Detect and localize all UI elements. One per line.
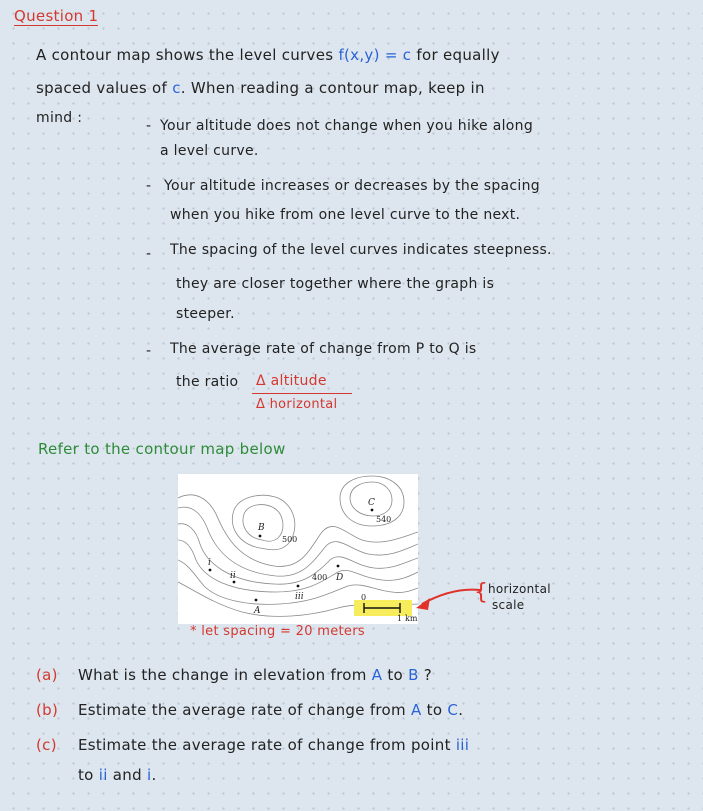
question-c-point-ii: ii bbox=[98, 766, 108, 784]
question-b bbox=[78, 701, 463, 719]
level-curve-function: f(x,y) = c bbox=[338, 46, 412, 64]
constant-c: c bbox=[172, 79, 181, 97]
question-a-to: to bbox=[387, 666, 404, 684]
question-b-text: Estimate the average rate of change from bbox=[78, 701, 406, 719]
point-d-dot bbox=[337, 565, 340, 568]
bullet-4-line-2: the ratio bbox=[176, 374, 239, 390]
bullet-dash: - bbox=[146, 118, 152, 134]
question-b-label: (b) bbox=[36, 701, 59, 719]
refer-instruction: Refer to the contour map below bbox=[38, 440, 286, 458]
bullet-1-line-2: a level curve. bbox=[160, 143, 259, 159]
contour-map bbox=[178, 474, 418, 624]
intro-line-2 bbox=[36, 79, 485, 97]
bullet-dash: - bbox=[146, 178, 152, 194]
contour-map-figure bbox=[178, 474, 418, 624]
question-c-text: Estimate the average rate of change from point bbox=[78, 736, 451, 754]
question-c-to: to bbox=[78, 766, 94, 784]
scale-zero: 0 bbox=[361, 593, 367, 602]
ratio-denominator: Δ horizontal bbox=[256, 397, 338, 412]
horizontal-scale-label-1: horizontal bbox=[488, 582, 551, 596]
bullet-4-text: is bbox=[464, 341, 477, 357]
question-title: Question 1 bbox=[14, 7, 99, 25]
label-c: C bbox=[368, 498, 375, 508]
intro-text: for equally bbox=[416, 46, 500, 64]
label-iii: iii bbox=[295, 592, 304, 602]
bullet-4-text: to bbox=[429, 341, 444, 357]
point-p: P bbox=[415, 341, 425, 357]
question-a bbox=[78, 666, 432, 684]
question-a-point-b: B bbox=[408, 666, 419, 684]
intro-text: spaced values of bbox=[36, 79, 168, 97]
bullet-3-line-1: The spacing of the level curves indicates steepness. bbox=[170, 242, 552, 258]
horizontal-scale-label-2: scale bbox=[492, 598, 525, 612]
intro-line-3: mind : bbox=[36, 110, 83, 126]
question-c bbox=[78, 736, 469, 754]
scale-one: 1 bbox=[397, 614, 403, 623]
bullet-2-line-1: Your altitude increases or decreases by the spacing bbox=[164, 178, 540, 194]
question-b-end: . bbox=[458, 701, 464, 719]
bullet-2-line-2: when you hike from one level curve to the next. bbox=[170, 207, 521, 223]
intro-text: A contour map shows the level curves bbox=[36, 46, 334, 64]
label-i: i bbox=[208, 558, 211, 568]
scale-km: km bbox=[405, 614, 418, 623]
point-q: Q bbox=[448, 341, 460, 357]
question-b-point-a: A bbox=[411, 701, 422, 719]
bullet-3-line-2: they are closer together where the graph is bbox=[176, 276, 495, 292]
ratio-numerator: Δ altitude bbox=[256, 373, 327, 389]
point-c-dot bbox=[371, 509, 374, 512]
question-c-and: and bbox=[112, 766, 142, 784]
question-c-point-iii: iii bbox=[455, 736, 470, 754]
point-b-dot bbox=[259, 535, 262, 538]
contour-value-500: 500 bbox=[282, 535, 298, 544]
question-a-point-a: A bbox=[371, 666, 383, 684]
question-c-point-i: i bbox=[146, 766, 152, 784]
intro-line-1 bbox=[36, 46, 500, 64]
brace: { bbox=[474, 580, 489, 605]
bullet-4-line-1 bbox=[170, 341, 477, 357]
intro-text: . When reading a contour map, keep in bbox=[180, 79, 485, 97]
question-a-end: ? bbox=[423, 666, 433, 684]
question-b-to: to bbox=[426, 701, 443, 719]
point-i-dot bbox=[209, 569, 212, 572]
label-d: D bbox=[336, 573, 344, 583]
point-iii-dot bbox=[297, 585, 300, 588]
question-a-label: (a) bbox=[36, 666, 58, 684]
question-c-label: (c) bbox=[36, 736, 57, 754]
question-c-end: . bbox=[151, 766, 157, 784]
spacing-note: * let spacing = 20 meters bbox=[190, 624, 365, 639]
bullet-4-text: The average rate of change from bbox=[170, 341, 411, 357]
question-c-line-2 bbox=[78, 766, 157, 784]
bullet-1-line-1: Your altitude does not change when you hike along bbox=[160, 118, 534, 134]
question-b-point-c: C bbox=[447, 701, 459, 719]
label-a: A bbox=[254, 606, 261, 616]
point-ii-dot bbox=[233, 581, 236, 584]
fraction-bar bbox=[252, 393, 352, 394]
bullet-dash: - bbox=[146, 343, 152, 359]
bullet-3-line-3: steeper. bbox=[176, 306, 235, 322]
label-ii: ii bbox=[230, 571, 236, 581]
label-b: B bbox=[258, 523, 265, 533]
bullet-dash: - bbox=[146, 246, 152, 262]
question-a-text: What is the change in elevation from bbox=[78, 666, 367, 684]
contour-value-400: 400 bbox=[312, 573, 328, 582]
contour-value-540: 540 bbox=[376, 515, 392, 524]
point-a-dot bbox=[255, 599, 258, 602]
